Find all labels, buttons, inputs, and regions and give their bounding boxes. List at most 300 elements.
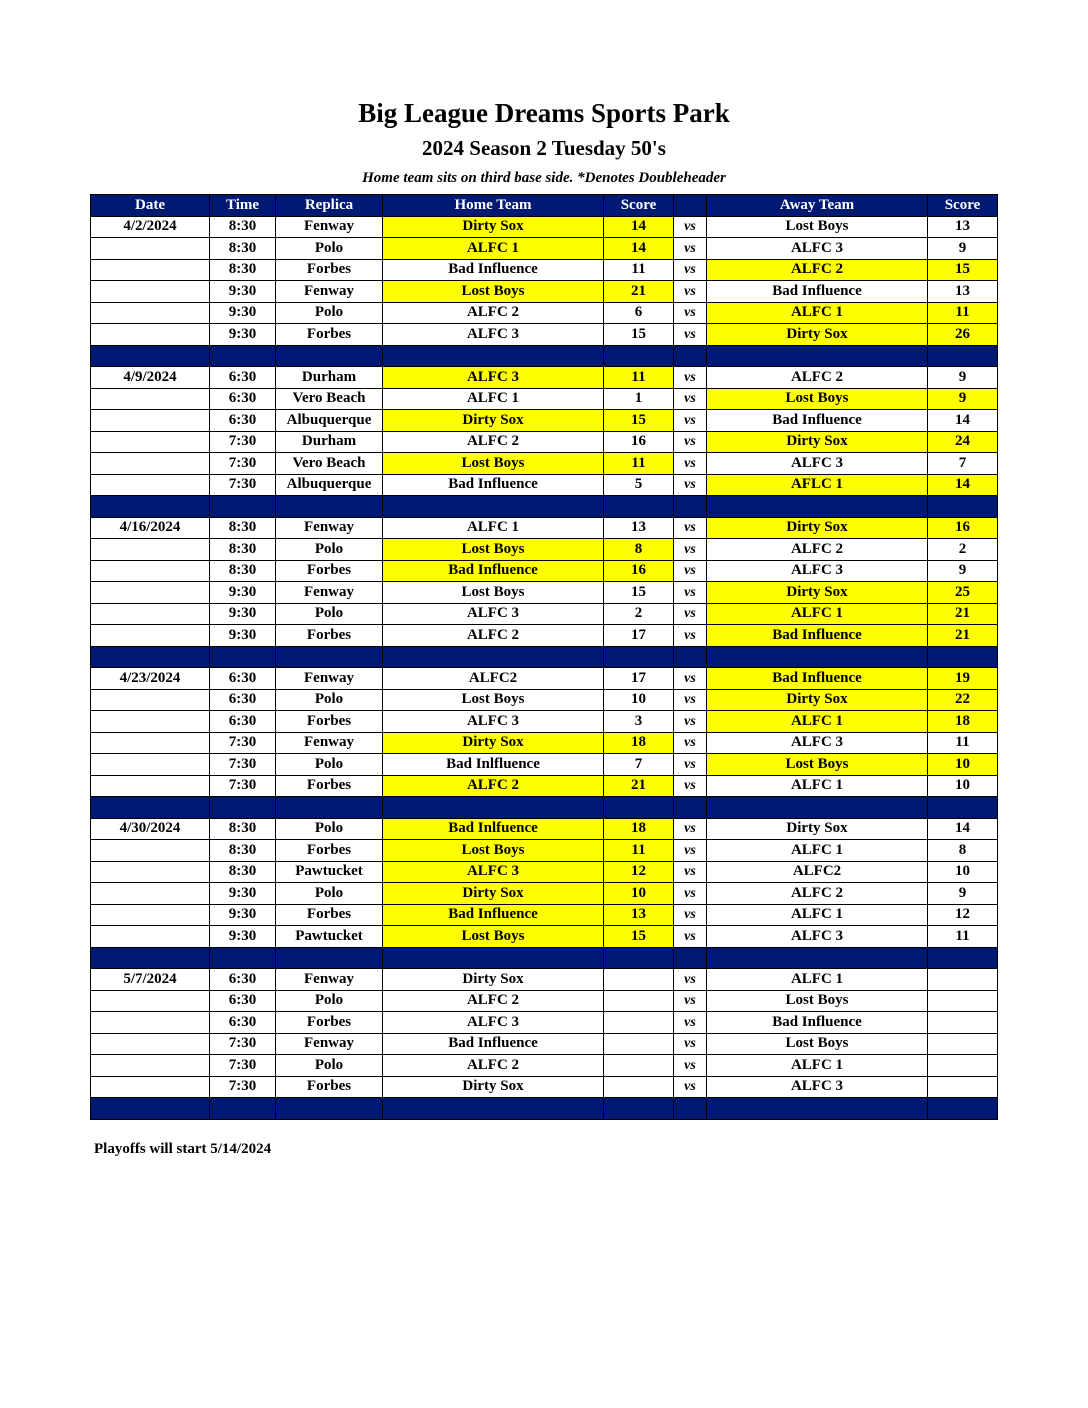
table-row bbox=[91, 1012, 998, 1034]
replica-field: Fenway bbox=[276, 582, 383, 604]
home-team: Bad Influence bbox=[383, 474, 604, 496]
table-row bbox=[91, 238, 998, 260]
home-team: Lost Boys bbox=[383, 539, 604, 561]
separator-cell bbox=[674, 1098, 707, 1120]
home-score: 15 bbox=[604, 582, 674, 604]
home-team: ALFC 3 bbox=[383, 1012, 604, 1034]
table-row bbox=[91, 410, 998, 432]
replica-field: Forbes bbox=[276, 1012, 383, 1034]
game-date: 4/9/2024 bbox=[91, 367, 210, 389]
separator-cell bbox=[707, 496, 928, 518]
table-row bbox=[91, 367, 998, 389]
home-team: Dirty Sox bbox=[383, 1076, 604, 1098]
home-team: Lost Boys bbox=[383, 281, 604, 303]
away-team: ALFC 3 bbox=[707, 732, 928, 754]
game-time: 9:30 bbox=[210, 883, 276, 905]
replica-field: Durham bbox=[276, 367, 383, 389]
home-score: 2 bbox=[604, 603, 674, 625]
away-team: Dirty Sox bbox=[707, 324, 928, 346]
game-date bbox=[91, 904, 210, 926]
replica-field: Forbes bbox=[276, 904, 383, 926]
game-date bbox=[91, 431, 210, 453]
replica-field: Polo bbox=[276, 818, 383, 840]
game-date: 5/7/2024 bbox=[91, 969, 210, 991]
home-team: Dirty Sox bbox=[383, 216, 604, 238]
vs-label: vs bbox=[674, 1012, 707, 1034]
table-row bbox=[91, 818, 998, 840]
home-score: 13 bbox=[604, 517, 674, 539]
home-team: Dirty Sox bbox=[383, 410, 604, 432]
replica-field: Polo bbox=[276, 689, 383, 711]
home-score: 16 bbox=[604, 431, 674, 453]
away-team: ALFC 3 bbox=[707, 238, 928, 260]
separator-cell bbox=[91, 797, 210, 819]
separator-cell bbox=[91, 345, 210, 367]
table-row bbox=[91, 603, 998, 625]
game-time: 7:30 bbox=[210, 775, 276, 797]
game-date bbox=[91, 410, 210, 432]
table-row bbox=[91, 861, 998, 883]
home-team: Lost Boys bbox=[383, 453, 604, 475]
replica-field: Polo bbox=[276, 1055, 383, 1077]
game-time: 7:30 bbox=[210, 431, 276, 453]
week-separator-row bbox=[91, 797, 998, 819]
home-team: ALFC 2 bbox=[383, 625, 604, 647]
replica-field: Forbes bbox=[276, 259, 383, 281]
game-date bbox=[91, 689, 210, 711]
game-time: 9:30 bbox=[210, 582, 276, 604]
game-time: 9:30 bbox=[210, 324, 276, 346]
away-team: ALFC 3 bbox=[707, 1076, 928, 1098]
week-separator-row bbox=[91, 1098, 998, 1120]
separator-cell bbox=[210, 947, 276, 969]
home-team: ALFC 2 bbox=[383, 1055, 604, 1077]
game-date bbox=[91, 453, 210, 475]
table-row bbox=[91, 732, 998, 754]
home-team: Lost Boys bbox=[383, 582, 604, 604]
vs-label: vs bbox=[674, 388, 707, 410]
game-time: 6:30 bbox=[210, 367, 276, 389]
away-score: 11 bbox=[928, 926, 998, 948]
replica-field: Polo bbox=[276, 238, 383, 260]
table-row bbox=[91, 775, 998, 797]
away-team: ALFC 1 bbox=[707, 1055, 928, 1077]
table-row bbox=[91, 711, 998, 733]
home-team: Dirty Sox bbox=[383, 883, 604, 905]
vs-label: vs bbox=[674, 603, 707, 625]
replica-field: Albuquerque bbox=[276, 410, 383, 432]
header-away-team: Away Team bbox=[707, 195, 928, 217]
away-team: ALFC 1 bbox=[707, 904, 928, 926]
away-score bbox=[928, 1055, 998, 1077]
game-date bbox=[91, 603, 210, 625]
game-time: 6:30 bbox=[210, 711, 276, 733]
table-row bbox=[91, 216, 998, 238]
table-row bbox=[91, 883, 998, 905]
table-row bbox=[91, 1055, 998, 1077]
game-date bbox=[91, 1033, 210, 1055]
away-score: 12 bbox=[928, 904, 998, 926]
replica-field: Fenway bbox=[276, 281, 383, 303]
separator-cell bbox=[91, 947, 210, 969]
away-score: 13 bbox=[928, 281, 998, 303]
vs-label: vs bbox=[674, 238, 707, 260]
game-time: 8:30 bbox=[210, 818, 276, 840]
home-team: ALFC 1 bbox=[383, 517, 604, 539]
away-team: ALFC2 bbox=[707, 861, 928, 883]
replica-field: Forbes bbox=[276, 625, 383, 647]
header-date: Date bbox=[91, 195, 210, 217]
game-time: 7:30 bbox=[210, 1076, 276, 1098]
separator-cell bbox=[604, 1098, 674, 1120]
separator-cell bbox=[276, 345, 383, 367]
away-team: ALFC 2 bbox=[707, 883, 928, 905]
home-score: 15 bbox=[604, 926, 674, 948]
replica-field: Polo bbox=[276, 990, 383, 1012]
away-team: Dirty Sox bbox=[707, 689, 928, 711]
separator-cell bbox=[604, 947, 674, 969]
separator-cell bbox=[674, 947, 707, 969]
separator-cell bbox=[604, 345, 674, 367]
away-score bbox=[928, 1076, 998, 1098]
header-replica: Replica bbox=[276, 195, 383, 217]
away-score bbox=[928, 990, 998, 1012]
home-score: 1 bbox=[604, 388, 674, 410]
home-score: 11 bbox=[604, 453, 674, 475]
separator-cell bbox=[674, 345, 707, 367]
home-score: 7 bbox=[604, 754, 674, 776]
game-date bbox=[91, 539, 210, 561]
game-time: 8:30 bbox=[210, 539, 276, 561]
vs-label: vs bbox=[674, 775, 707, 797]
home-team: Bad Influence bbox=[383, 259, 604, 281]
table-row bbox=[91, 259, 998, 281]
away-team: Lost Boys bbox=[707, 1033, 928, 1055]
home-score bbox=[604, 990, 674, 1012]
replica-field: Polo bbox=[276, 539, 383, 561]
game-date bbox=[91, 582, 210, 604]
table-row bbox=[91, 689, 998, 711]
replica-field: Forbes bbox=[276, 560, 383, 582]
replica-field: Forbes bbox=[276, 1076, 383, 1098]
vs-label: vs bbox=[674, 517, 707, 539]
away-score: 19 bbox=[928, 668, 998, 690]
away-score: 14 bbox=[928, 818, 998, 840]
game-time: 9:30 bbox=[210, 926, 276, 948]
week-separator-row bbox=[91, 345, 998, 367]
separator-cell bbox=[707, 797, 928, 819]
separator-cell bbox=[674, 496, 707, 518]
separator-cell bbox=[210, 797, 276, 819]
away-score: 15 bbox=[928, 259, 998, 281]
separator-cell bbox=[210, 496, 276, 518]
replica-field: Fenway bbox=[276, 969, 383, 991]
game-time: 7:30 bbox=[210, 1033, 276, 1055]
home-team: ALFC 2 bbox=[383, 302, 604, 324]
home-score bbox=[604, 1055, 674, 1077]
table-row bbox=[91, 539, 998, 561]
game-date bbox=[91, 474, 210, 496]
game-date bbox=[91, 259, 210, 281]
separator-cell bbox=[604, 797, 674, 819]
separator-cell bbox=[928, 1098, 998, 1120]
vs-label: vs bbox=[674, 453, 707, 475]
page-title: Big League Dreams Sports Park bbox=[358, 98, 730, 128]
away-team: ALFC 1 bbox=[707, 603, 928, 625]
vs-label: vs bbox=[674, 861, 707, 883]
schedule-table bbox=[90, 194, 998, 1120]
replica-field: Durham bbox=[276, 431, 383, 453]
game-time: 9:30 bbox=[210, 302, 276, 324]
away-score bbox=[928, 1012, 998, 1034]
table-row bbox=[91, 990, 998, 1012]
replica-field: Fenway bbox=[276, 732, 383, 754]
home-team: ALFC 1 bbox=[383, 238, 604, 260]
separator-cell bbox=[383, 947, 604, 969]
home-score: 15 bbox=[604, 410, 674, 432]
away-team: ALFC 2 bbox=[707, 259, 928, 281]
away-team: Bad Influence bbox=[707, 625, 928, 647]
separator-cell bbox=[707, 1098, 928, 1120]
away-score bbox=[928, 1033, 998, 1055]
away-score: 10 bbox=[928, 861, 998, 883]
separator-cell bbox=[91, 496, 210, 518]
vs-label: vs bbox=[674, 367, 707, 389]
vs-label: vs bbox=[674, 302, 707, 324]
home-score: 11 bbox=[604, 840, 674, 862]
away-team: AFLC 1 bbox=[707, 474, 928, 496]
replica-field: Albuquerque bbox=[276, 474, 383, 496]
replica-field: Polo bbox=[276, 883, 383, 905]
away-team: Bad Influence bbox=[707, 281, 928, 303]
replica-field: Fenway bbox=[276, 668, 383, 690]
separator-cell bbox=[383, 345, 604, 367]
game-date bbox=[91, 732, 210, 754]
separator-cell bbox=[276, 797, 383, 819]
game-time: 9:30 bbox=[210, 603, 276, 625]
replica-field: Forbes bbox=[276, 711, 383, 733]
home-score: 6 bbox=[604, 302, 674, 324]
home-score: 21 bbox=[604, 281, 674, 303]
separator-cell bbox=[91, 646, 210, 668]
away-team: Lost Boys bbox=[707, 388, 928, 410]
vs-label: vs bbox=[674, 324, 707, 346]
replica-field: Forbes bbox=[276, 775, 383, 797]
game-time: 8:30 bbox=[210, 560, 276, 582]
home-score: 12 bbox=[604, 861, 674, 883]
separator-cell bbox=[210, 1098, 276, 1120]
away-team: ALFC 1 bbox=[707, 711, 928, 733]
home-team: ALFC2 bbox=[383, 668, 604, 690]
away-team: ALFC 1 bbox=[707, 969, 928, 991]
separator-cell bbox=[928, 345, 998, 367]
table-row bbox=[91, 582, 998, 604]
separator-cell bbox=[91, 1098, 210, 1120]
game-time: 8:30 bbox=[210, 216, 276, 238]
replica-field: Vero Beach bbox=[276, 453, 383, 475]
game-time: 8:30 bbox=[210, 840, 276, 862]
away-score: 10 bbox=[928, 754, 998, 776]
game-time: 6:30 bbox=[210, 1012, 276, 1034]
schedule-body bbox=[91, 216, 998, 1119]
table-row bbox=[91, 474, 998, 496]
game-time: 7:30 bbox=[210, 453, 276, 475]
away-team: Dirty Sox bbox=[707, 517, 928, 539]
week-separator-row bbox=[91, 496, 998, 518]
vs-label: vs bbox=[674, 883, 707, 905]
home-team: Dirty Sox bbox=[383, 969, 604, 991]
separator-cell bbox=[276, 947, 383, 969]
game-time: 6:30 bbox=[210, 969, 276, 991]
game-time: 8:30 bbox=[210, 517, 276, 539]
home-team: ALFC 3 bbox=[383, 324, 604, 346]
home-team: Lost Boys bbox=[383, 840, 604, 862]
replica-field: Fenway bbox=[276, 517, 383, 539]
home-score: 17 bbox=[604, 625, 674, 647]
away-score: 24 bbox=[928, 431, 998, 453]
away-team: ALFC 2 bbox=[707, 367, 928, 389]
vs-label: vs bbox=[674, 732, 707, 754]
header-home-score: Score bbox=[604, 195, 674, 217]
vs-label: vs bbox=[674, 990, 707, 1012]
home-score: 14 bbox=[604, 238, 674, 260]
home-team: Bad Influence bbox=[383, 560, 604, 582]
table-row bbox=[91, 431, 998, 453]
away-team: ALFC 3 bbox=[707, 926, 928, 948]
game-date bbox=[91, 711, 210, 733]
separator-cell bbox=[604, 496, 674, 518]
away-score: 11 bbox=[928, 732, 998, 754]
home-team: Dirty Sox bbox=[383, 732, 604, 754]
game-time: 8:30 bbox=[210, 259, 276, 281]
game-date bbox=[91, 560, 210, 582]
game-time: 8:30 bbox=[210, 861, 276, 883]
home-score: 15 bbox=[604, 324, 674, 346]
away-team: ALFC 3 bbox=[707, 560, 928, 582]
table-row bbox=[91, 1076, 998, 1098]
away-score: 14 bbox=[928, 410, 998, 432]
home-score: 5 bbox=[604, 474, 674, 496]
vs-label: vs bbox=[674, 1076, 707, 1098]
separator-cell bbox=[928, 646, 998, 668]
separator-cell bbox=[276, 646, 383, 668]
vs-label: vs bbox=[674, 625, 707, 647]
separator-cell bbox=[707, 646, 928, 668]
game-time: 8:30 bbox=[210, 238, 276, 260]
home-score: 17 bbox=[604, 668, 674, 690]
separator-cell bbox=[928, 496, 998, 518]
home-score: 18 bbox=[604, 818, 674, 840]
home-score: 11 bbox=[604, 367, 674, 389]
vs-label: vs bbox=[674, 539, 707, 561]
home-score: 10 bbox=[604, 883, 674, 905]
game-date bbox=[91, 1055, 210, 1077]
vs-label: vs bbox=[674, 474, 707, 496]
away-team: Dirty Sox bbox=[707, 582, 928, 604]
game-time: 6:30 bbox=[210, 410, 276, 432]
home-score: 8 bbox=[604, 539, 674, 561]
table-row bbox=[91, 302, 998, 324]
home-score: 14 bbox=[604, 216, 674, 238]
away-team: ALFC 1 bbox=[707, 302, 928, 324]
table-row bbox=[91, 1033, 998, 1055]
away-score bbox=[928, 969, 998, 991]
home-score bbox=[604, 1033, 674, 1055]
vs-label: vs bbox=[674, 818, 707, 840]
separator-cell bbox=[276, 1098, 383, 1120]
away-team: Lost Boys bbox=[707, 754, 928, 776]
separator-cell bbox=[928, 797, 998, 819]
separator-cell bbox=[604, 646, 674, 668]
away-team: Bad Influence bbox=[707, 668, 928, 690]
game-date bbox=[91, 754, 210, 776]
away-score: 16 bbox=[928, 517, 998, 539]
table-row bbox=[91, 517, 998, 539]
table-row bbox=[91, 625, 998, 647]
home-score bbox=[604, 1012, 674, 1034]
replica-field: Polo bbox=[276, 754, 383, 776]
away-score: 21 bbox=[928, 625, 998, 647]
game-date: 4/30/2024 bbox=[91, 818, 210, 840]
vs-label: vs bbox=[674, 560, 707, 582]
game-date bbox=[91, 238, 210, 260]
game-date bbox=[91, 1012, 210, 1034]
game-date: 4/23/2024 bbox=[91, 668, 210, 690]
away-team: Bad Influence bbox=[707, 410, 928, 432]
replica-field: Pawtucket bbox=[276, 861, 383, 883]
away-team: Lost Boys bbox=[707, 990, 928, 1012]
game-date bbox=[91, 861, 210, 883]
home-team: Bad Inlfluence bbox=[383, 754, 604, 776]
week-separator-row bbox=[91, 646, 998, 668]
home-score: 21 bbox=[604, 775, 674, 797]
game-date bbox=[91, 926, 210, 948]
game-time: 7:30 bbox=[210, 754, 276, 776]
game-time: 6:30 bbox=[210, 668, 276, 690]
home-team: Lost Boys bbox=[383, 689, 604, 711]
game-date bbox=[91, 990, 210, 1012]
home-score: 16 bbox=[604, 560, 674, 582]
separator-cell bbox=[707, 947, 928, 969]
separator-cell bbox=[383, 496, 604, 518]
separator-cell bbox=[383, 646, 604, 668]
vs-label: vs bbox=[674, 431, 707, 453]
home-team: ALFC 3 bbox=[383, 861, 604, 883]
game-date bbox=[91, 281, 210, 303]
game-time: 7:30 bbox=[210, 474, 276, 496]
vs-label: vs bbox=[674, 1055, 707, 1077]
table-row bbox=[91, 969, 998, 991]
away-team: ALFC 1 bbox=[707, 840, 928, 862]
away-score: 9 bbox=[928, 883, 998, 905]
game-time: 6:30 bbox=[210, 990, 276, 1012]
away-score: 2 bbox=[928, 539, 998, 561]
away-team: Dirty Sox bbox=[707, 818, 928, 840]
game-time: 9:30 bbox=[210, 625, 276, 647]
playoffs-note: Playoffs will start 5/14/2024 bbox=[94, 1141, 272, 1157]
away-team: ALFC 2 bbox=[707, 539, 928, 561]
home-score: 10 bbox=[604, 689, 674, 711]
game-time: 6:30 bbox=[210, 388, 276, 410]
vs-label: vs bbox=[674, 668, 707, 690]
away-score: 10 bbox=[928, 775, 998, 797]
away-team: Dirty Sox bbox=[707, 431, 928, 453]
replica-field: Forbes bbox=[276, 324, 383, 346]
vs-label: vs bbox=[674, 582, 707, 604]
separator-cell bbox=[707, 345, 928, 367]
home-team: Lost Boys bbox=[383, 926, 604, 948]
table-row bbox=[91, 388, 998, 410]
